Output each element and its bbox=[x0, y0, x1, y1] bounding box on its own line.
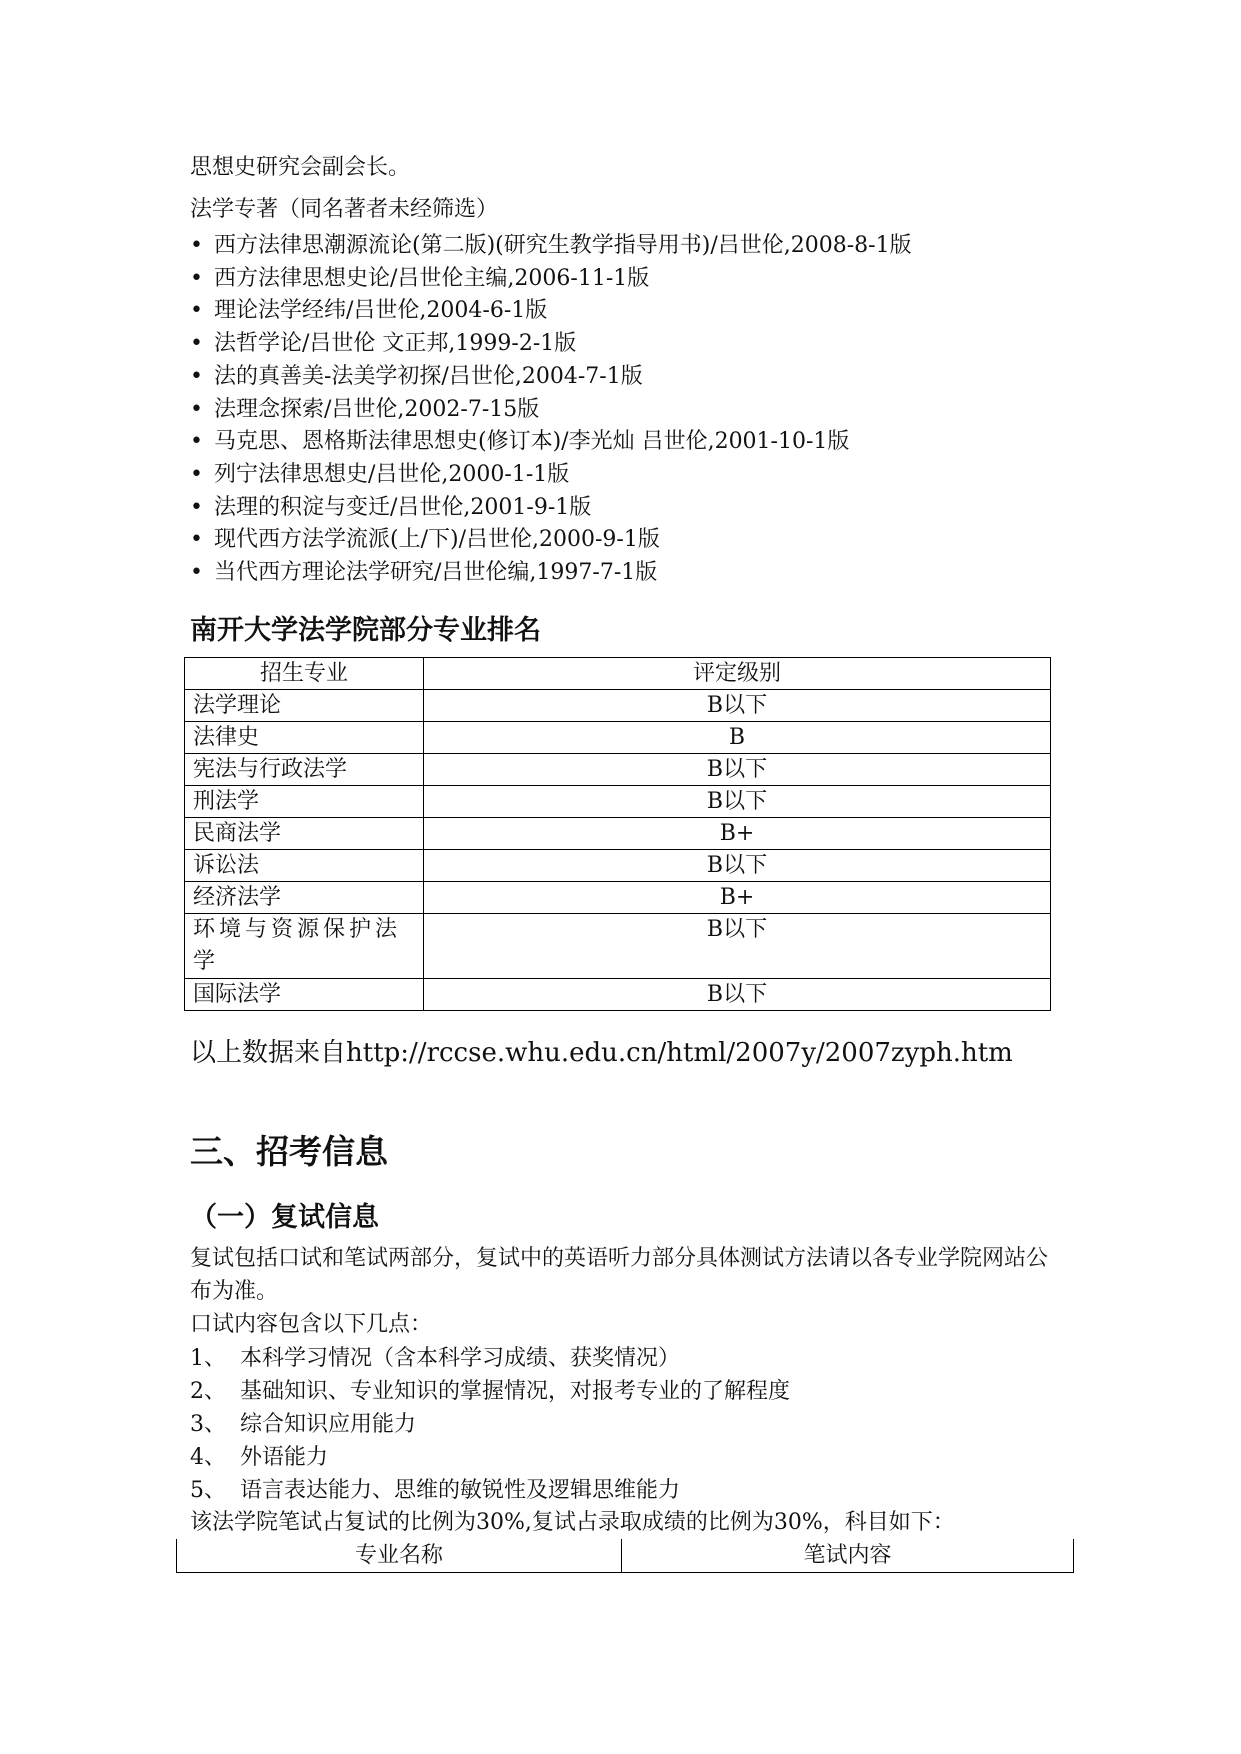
table-row bbox=[185, 754, 1051, 786]
table-row bbox=[185, 786, 1051, 818]
table-header-row bbox=[185, 658, 1051, 690]
grade-cell: B+ bbox=[424, 882, 1051, 914]
table-row bbox=[185, 850, 1051, 882]
list-item bbox=[190, 230, 912, 263]
book-entry: 法理的积淀与变迁/吕世伦,2001-9-1版 bbox=[214, 494, 592, 520]
bullet: • bbox=[190, 331, 203, 357]
item-text: 基础知识、专业知识的掌握情况，对报考专业的了解程度 bbox=[240, 1379, 791, 1404]
table-row bbox=[185, 882, 1051, 914]
major-cell: 宪法与行政法学 bbox=[185, 754, 424, 786]
grade-cell: B以下 bbox=[424, 914, 1051, 979]
item-number: 2、 bbox=[190, 1379, 226, 1404]
grade-cell: B以下 bbox=[424, 850, 1051, 882]
header-cell-grade: 评定级别 bbox=[424, 658, 1051, 690]
source-note: 以上数据来自http://rccse.whu.edu.cn/html/2007y/2007zyph.htm bbox=[190, 1038, 1013, 1068]
bullet: • bbox=[190, 396, 203, 422]
grade-cell: B+ bbox=[424, 818, 1051, 850]
major-cell: 法学理论 bbox=[185, 690, 424, 722]
grade-cell: B以下 bbox=[424, 690, 1051, 722]
intro-line: 思想史研究会副会长。 bbox=[190, 155, 411, 180]
item-text: 外语能力 bbox=[240, 1445, 329, 1470]
book-entry: 现代西方法学流派(上/下)/吕世伦,2000-9-1版 bbox=[214, 527, 660, 553]
list-item bbox=[190, 328, 912, 361]
book-entry: 法的真善美-法美学初探/吕世伦,2004-7-1版 bbox=[214, 363, 643, 389]
list-item bbox=[190, 1342, 790, 1375]
oral-intro: 口试内容包含以下几点： bbox=[190, 1312, 433, 1337]
ranking-title: 南开大学法学院部分专业排名 bbox=[190, 615, 541, 646]
book-entry: 当代西方理论法学研究/吕世伦编,1997-7-1版 bbox=[214, 560, 658, 586]
list-item bbox=[190, 394, 912, 427]
exam-table bbox=[176, 1539, 1074, 1573]
item-number: 3、 bbox=[190, 1412, 226, 1437]
book-entry: 西方法律思想史论/吕世伦主编,2006-11-1版 bbox=[214, 265, 650, 291]
item-number: 5、 bbox=[190, 1478, 226, 1503]
major-cell: 诉讼法 bbox=[185, 850, 424, 882]
table-row bbox=[185, 914, 1051, 979]
list-item bbox=[190, 492, 912, 525]
list-item bbox=[190, 426, 912, 459]
list-item bbox=[190, 263, 912, 296]
bullet: • bbox=[190, 527, 203, 553]
book-entry: 理论法学经纬/吕世伦,2004-6-1版 bbox=[214, 298, 548, 324]
item-text: 语言表达能力、思维的敏锐性及逻辑思维能力 bbox=[240, 1478, 681, 1503]
bullet: • bbox=[190, 429, 203, 455]
bullet: • bbox=[190, 494, 203, 520]
monographs-heading: 法学专著（同名著者未经筛选） bbox=[190, 197, 499, 222]
ratio-line: 该法学院笔试占复试的比例为30%,复试占录取成绩的比例为30%，科目如下： bbox=[190, 1510, 955, 1535]
table-row bbox=[185, 979, 1051, 1011]
major-cell: 国际法学 bbox=[185, 979, 424, 1011]
retest-paragraph: 复试包括口试和笔试两部分，复试中的英语听力部分具体测试方法请以各专业学院网站公布为准。 bbox=[190, 1246, 1049, 1304]
book-entry: 法哲学论/吕世伦 文正邦,1999-2-1版 bbox=[214, 331, 577, 357]
major-cell: 环境与资源保护法学 bbox=[185, 914, 424, 979]
book-entry: 马克思、恩格斯法律思想史(修订本)/李光灿 吕世伦,2001-10-1版 bbox=[214, 429, 850, 455]
bullet: • bbox=[190, 233, 203, 258]
major-cell: 民商法学 bbox=[185, 818, 424, 850]
list-item bbox=[190, 459, 912, 492]
list-item bbox=[190, 524, 912, 557]
list-item bbox=[190, 1441, 790, 1474]
bullet: • bbox=[190, 298, 203, 324]
list-item bbox=[190, 361, 912, 394]
list-item bbox=[190, 295, 912, 328]
item-text: 综合知识应用能力 bbox=[240, 1412, 417, 1437]
bullet: • bbox=[190, 363, 203, 389]
bullet: • bbox=[190, 560, 203, 586]
major-cell: 刑法学 bbox=[185, 786, 424, 818]
grade-cell: B以下 bbox=[424, 786, 1051, 818]
oral-items-list bbox=[190, 1342, 790, 1507]
grade-cell: B bbox=[424, 722, 1051, 754]
book-entry: 西方法律思潮源流论(第二版)(研究生教学指导用书)/吕世伦,2008-8-1版 bbox=[214, 233, 912, 258]
header-cell-major-name: 专业名称 bbox=[177, 1539, 622, 1573]
table-row bbox=[185, 818, 1051, 850]
table-row bbox=[185, 690, 1051, 722]
grade-cell: B以下 bbox=[424, 754, 1051, 786]
bullet: • bbox=[190, 461, 203, 487]
book-entry: 列宁法律思想史/吕世伦,2000-1-1版 bbox=[214, 461, 570, 487]
section-title: 三、招考信息 bbox=[190, 1132, 388, 1171]
table-header-row bbox=[177, 1539, 1074, 1573]
grade-cell: B以下 bbox=[424, 979, 1051, 1011]
list-item bbox=[190, 1474, 790, 1507]
book-entry: 法理念探索/吕世伦,2002-7-15版 bbox=[214, 396, 540, 422]
book-list bbox=[190, 230, 912, 590]
header-cell-major: 招生专业 bbox=[185, 658, 424, 690]
bullet: • bbox=[190, 265, 203, 291]
header-cell-written-content: 笔试内容 bbox=[622, 1539, 1074, 1573]
major-cell: 法律史 bbox=[185, 722, 424, 754]
item-number: 4、 bbox=[190, 1445, 226, 1470]
item-number: 1、 bbox=[190, 1346, 226, 1371]
list-item bbox=[190, 557, 912, 590]
ranking-table bbox=[184, 657, 1051, 1011]
major-cell: 经济法学 bbox=[185, 882, 424, 914]
item-text: 本科学习情况（含本科学习成绩、获奖情况） bbox=[240, 1346, 681, 1371]
table-row bbox=[185, 722, 1051, 754]
list-item bbox=[190, 1375, 790, 1408]
list-item bbox=[190, 1408, 790, 1441]
subsection-title: （一）复试信息 bbox=[190, 1202, 379, 1233]
